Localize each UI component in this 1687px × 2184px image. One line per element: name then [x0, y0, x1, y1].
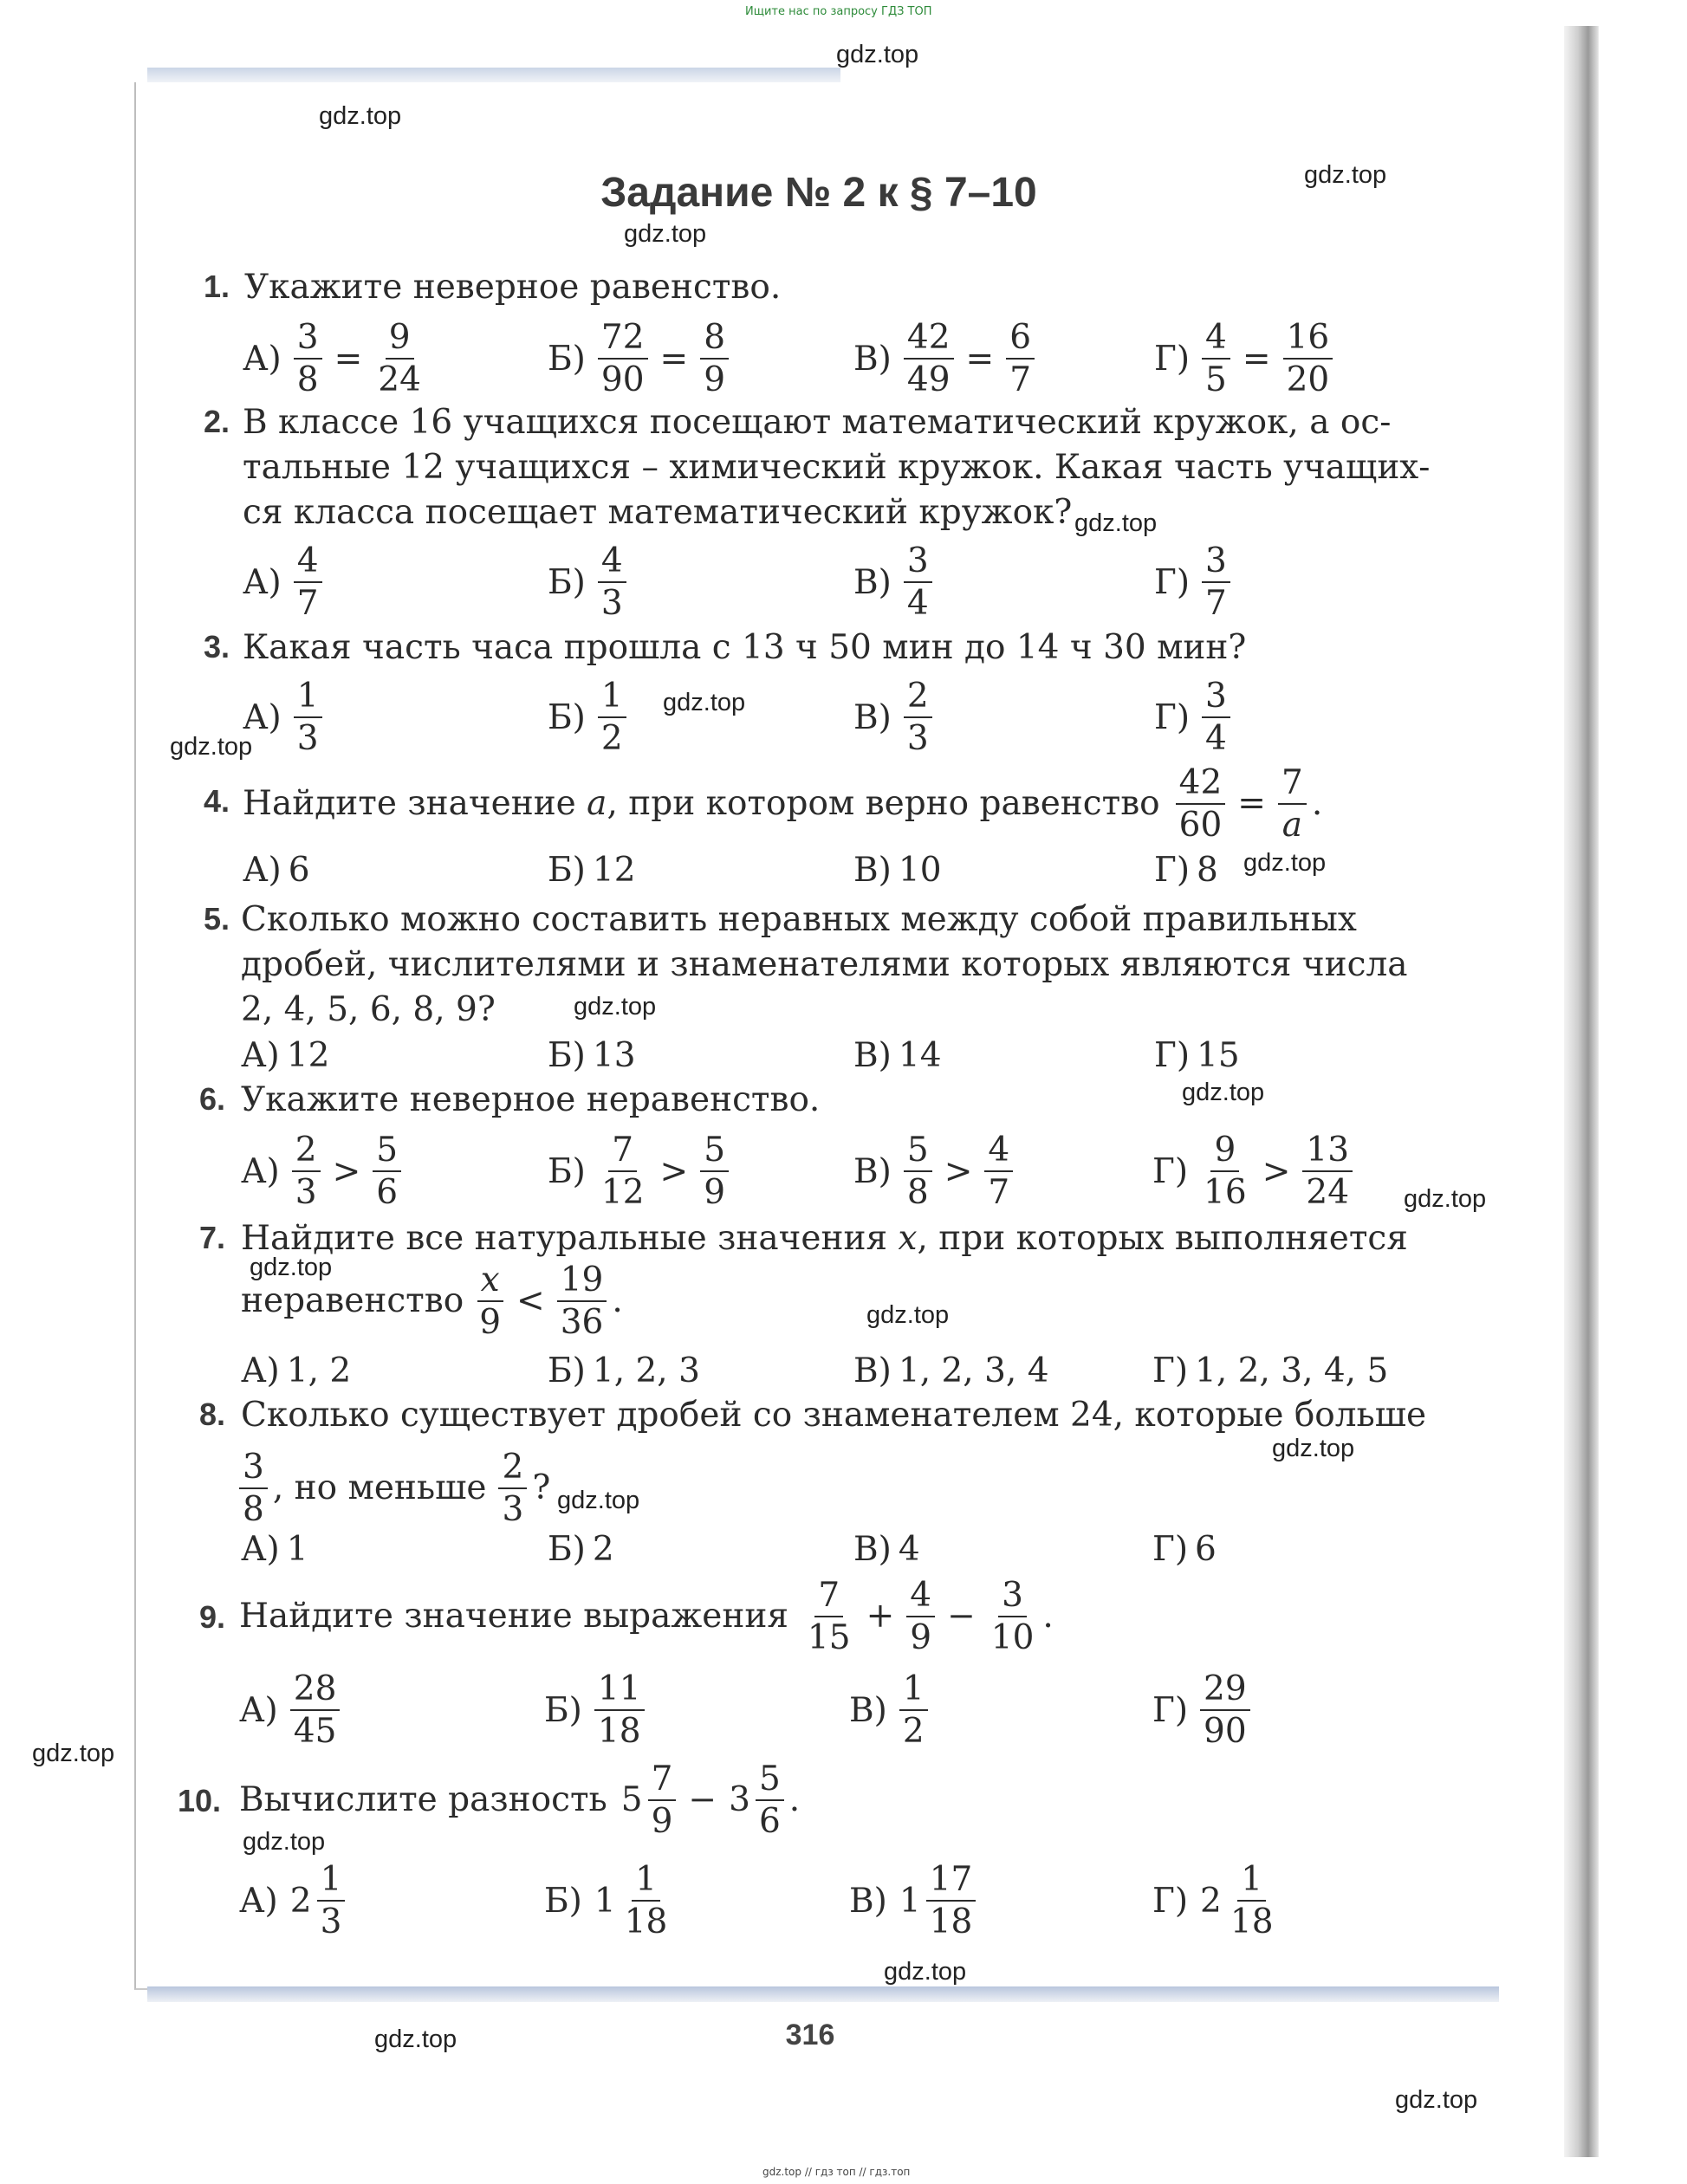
- question-number: 1.: [203, 269, 230, 304]
- page-title: Задание № 2 к § 7–10: [600, 170, 1037, 216]
- watermark: gdz.top: [1074, 509, 1158, 537]
- option-b: Б) $\frac{11}{18}$: [544, 1672, 650, 1748]
- question-text-line: В классе 16 учащихся посещают математический кружок, а ос-: [243, 403, 1392, 442]
- watermark: gdz.top: [624, 220, 707, 248]
- watermark: gdz.top: [1304, 161, 1387, 189]
- watermark: gdz.top: [884, 1958, 967, 1986]
- question-text-line: $\frac{3}{8}$ , но меньше $\frac{2}{3}$ ?: [234, 1445, 550, 1526]
- question-number: 5.: [203, 901, 230, 936]
- watermark: gdz.top: [663, 689, 746, 716]
- watermark: gdz.top: [836, 41, 919, 68]
- option-g: Г) $\frac{29}{90}$: [1152, 1672, 1256, 1748]
- option-g: Г) $\frac{3}{4}$: [1154, 679, 1236, 755]
- watermark: gdz.top: [32, 1740, 115, 1767]
- question-number: 4.: [203, 783, 230, 819]
- option-v: В) 4: [853, 1530, 920, 1569]
- option-a: А) 1, 2: [241, 1351, 352, 1390]
- question-text: Какая часть часа прошла с 13 ч 50 мин до 14 ч 30 мин?: [243, 628, 1247, 667]
- question-number: 7.: [198, 1220, 225, 1255]
- option-v: В) 1, 2, 3, 4: [853, 1351, 1049, 1390]
- watermark: gdz.top: [1272, 1435, 1355, 1462]
- watermark: gdz.top: [574, 993, 657, 1021]
- option-b: Б) $\frac{1}{2}$: [548, 679, 632, 755]
- option-v: В) $\frac{3}{4}$: [853, 544, 938, 620]
- option-b: Б) $\frac{72}{90}$ = $\frac{8}{9}$: [548, 321, 734, 397]
- watermark: gdz.top: [1404, 1185, 1487, 1213]
- option-a: А) $\frac{28}{45}$: [239, 1672, 345, 1748]
- footer-note: gdz.top // гдз топ // гдз.топ: [762, 2166, 911, 2178]
- option-b: Б) 13: [548, 1036, 636, 1075]
- question-number: 10.: [177, 1783, 221, 1818]
- option-v: В) $\frac{2}{3}$: [853, 679, 938, 755]
- question-number: 6.: [198, 1081, 225, 1117]
- option-g: Г) 1, 2, 3, 4, 5: [1152, 1351, 1389, 1390]
- question-text: Найдите значение выражения $\frac{7}{15}$ + $\frac{4}{9}$ − $\frac{3}{10}$ .: [239, 1576, 1054, 1657]
- watermark: gdz.top: [374, 2025, 457, 2053]
- watermark: gdz.top: [243, 1828, 326, 1856]
- option-v: В) $\frac{42}{49}$ = $\frac{6}{7}$: [853, 321, 1040, 397]
- option-label: А): [243, 339, 282, 379]
- watermark: gdz.top: [250, 1254, 333, 1281]
- question-text-line: Сколько можно составить неравных между собой правильных: [241, 900, 1357, 939]
- option-g: Г) $\frac{4}{5}$ = $\frac{16}{20}$: [1154, 321, 1338, 397]
- watermark: gdz.top: [1395, 2086, 1478, 2114]
- option-v: В) $\frac{5}{8}$ > $\frac{4}{7}$: [853, 1133, 1018, 1209]
- watermark: gdz.top: [170, 733, 253, 761]
- question-text: Вычислите разность 5 $\frac{7}{9}$ − 3 $\frac{5}{6}$ .: [239, 1760, 801, 1841]
- watermark: gdz.top: [1182, 1079, 1265, 1106]
- option-a: А) $\frac{4}{7}$: [243, 544, 328, 620]
- option-a: А) $\frac{3}{8}$ = $\frac{9}{24}$: [243, 318, 421, 399]
- option-a: А) 12: [241, 1036, 330, 1075]
- question-text: Найдите значение a , при котором верно равенство $\frac{42}{60}$ = $\frac{7}{a}$ .: [243, 763, 1323, 845]
- option-v: В) 14: [853, 1036, 942, 1075]
- question-text: Укажите неверное равенство.: [244, 268, 782, 307]
- option-b: Б) 12: [548, 851, 636, 890]
- question-text-line: неравенство $\frac{x}{9}$ < $\frac{19}{36}$ .: [241, 1260, 623, 1342]
- option-g: Г) $\frac{9}{16}$ > $\frac{13}{24}$: [1152, 1133, 1358, 1209]
- option-b: Б) $\frac{7}{12}$ > $\frac{5}{9}$: [548, 1133, 734, 1209]
- option-a: А) $\frac{1}{3}$: [243, 679, 328, 755]
- option-b: Б) 2: [548, 1530, 614, 1569]
- page-number: 316: [785, 2019, 835, 2051]
- question-text-line: 2, 4, 5, 6, 8, 9?: [241, 990, 496, 1029]
- option-a: А) 2 $\frac{1}{3}$: [239, 1863, 350, 1939]
- option-b: Б) 1, 2, 3: [548, 1351, 700, 1390]
- option-v: В) 10: [853, 851, 942, 890]
- option-g: Г) 15: [1154, 1036, 1240, 1075]
- watermark: gdz.top: [319, 102, 402, 130]
- option-v: В) $\frac{1}{2}$: [849, 1672, 933, 1748]
- question-text-line: Найдите все натуральные значения x, при которых выполняется: [241, 1219, 1408, 1258]
- question-text-line: дробей, числителями и знаменателями которых являются числа: [241, 945, 1408, 984]
- watermark: gdz.top: [1243, 849, 1327, 877]
- option-b: Б) $\frac{4}{3}$: [548, 544, 632, 620]
- question-text-line: Сколько существует дробей со знаменателем 24, которые больше: [241, 1396, 1427, 1435]
- book-page-edge: [1564, 26, 1599, 2157]
- header-note: Ищите нас по запросу ГДЗ ТОП: [745, 5, 932, 18]
- option-v: В) 1 $\frac{17}{18}$: [849, 1863, 981, 1939]
- option-g: Г) 6: [1152, 1530, 1217, 1569]
- watermark: gdz.top: [866, 1301, 950, 1329]
- option-g: Г) 8: [1154, 851, 1218, 890]
- question-text-line: ся класса посещает математический кружок?: [243, 493, 1073, 532]
- option-a: А) 1: [241, 1530, 308, 1569]
- card-bottom-border: [147, 1986, 1499, 2002]
- question-number: 9.: [198, 1599, 225, 1635]
- option-a: А) 6: [243, 851, 310, 890]
- question-text-line: тальные 12 учащихся – химический кружок. Какая часть учащих-: [243, 448, 1431, 487]
- question-text: Укажите неверное неравенство.: [241, 1080, 821, 1119]
- option-a: А) $\frac{2}{3}$ > $\frac{5}{6}$: [241, 1133, 406, 1209]
- option-g: Г) 2 $\frac{1}{18}$: [1152, 1860, 1274, 1941]
- question-number: 3.: [203, 629, 230, 664]
- question-number: 2.: [203, 404, 230, 439]
- watermark: gdz.top: [557, 1487, 640, 1514]
- option-b: Б) 1 $\frac{1}{18}$: [544, 1860, 668, 1941]
- option-g: Г) $\frac{3}{7}$: [1154, 544, 1236, 620]
- question-number: 8.: [198, 1397, 225, 1432]
